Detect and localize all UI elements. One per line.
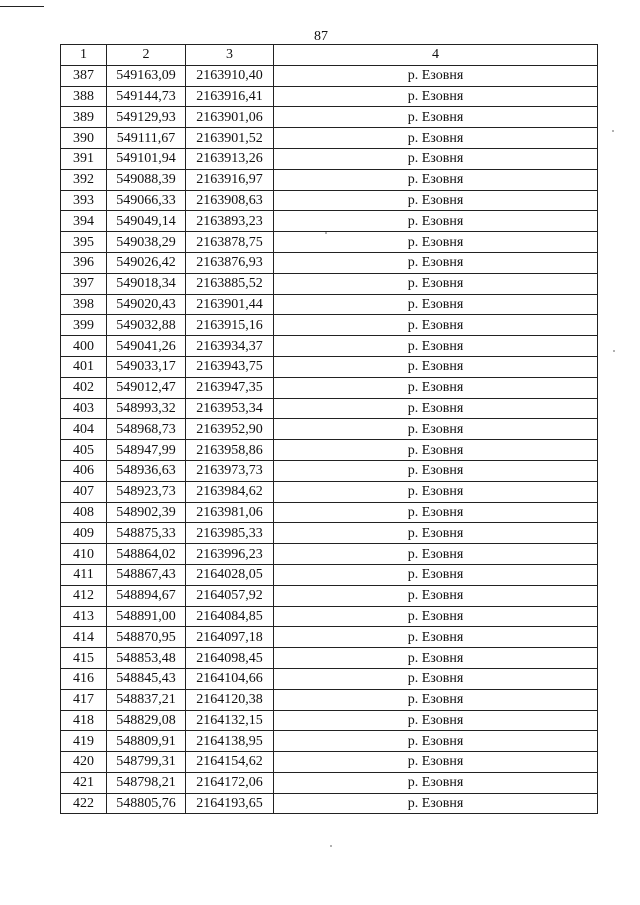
table-row xyxy=(61,148,598,169)
row-number: 396 xyxy=(61,252,107,273)
x-coordinate: 549020,43 xyxy=(107,294,186,315)
table-row xyxy=(61,627,598,648)
x-coordinate: 549111,67 xyxy=(107,128,186,149)
row-number: 392 xyxy=(61,169,107,190)
row-number: 422 xyxy=(61,793,107,814)
table-body xyxy=(61,65,598,814)
table-row xyxy=(61,731,598,752)
table-row xyxy=(61,440,598,461)
x-coordinate: 549038,29 xyxy=(107,232,186,253)
row-number: 414 xyxy=(61,627,107,648)
scan-speck xyxy=(612,130,614,132)
x-coordinate: 549088,39 xyxy=(107,169,186,190)
x-coordinate: 548829,08 xyxy=(107,710,186,731)
object-name: р. Езовня xyxy=(274,460,598,481)
table-row xyxy=(61,190,598,211)
y-coordinate: 2163916,41 xyxy=(186,86,274,107)
x-coordinate: 549041,26 xyxy=(107,336,186,357)
row-number: 420 xyxy=(61,752,107,773)
object-name: р. Езовня xyxy=(274,689,598,710)
table-row xyxy=(61,336,598,357)
table-row xyxy=(61,460,598,481)
y-coordinate: 2163901,06 xyxy=(186,107,274,128)
table-row xyxy=(61,169,598,190)
row-number: 387 xyxy=(61,65,107,86)
table-row xyxy=(61,648,598,669)
table-row xyxy=(61,232,598,253)
x-coordinate: 549144,73 xyxy=(107,86,186,107)
object-name: р. Езовня xyxy=(274,731,598,752)
x-coordinate: 549012,47 xyxy=(107,377,186,398)
object-name: р. Езовня xyxy=(274,648,598,669)
object-name: р. Езовня xyxy=(274,793,598,814)
row-number: 403 xyxy=(61,398,107,419)
y-coordinate: 2163908,63 xyxy=(186,190,274,211)
row-number: 395 xyxy=(61,232,107,253)
y-coordinate: 2163901,44 xyxy=(186,294,274,315)
table-row xyxy=(61,544,598,565)
scan-speck xyxy=(325,232,327,234)
y-coordinate: 2164132,15 xyxy=(186,710,274,731)
object-name: р. Езовня xyxy=(274,169,598,190)
row-number: 418 xyxy=(61,710,107,731)
y-coordinate: 2163985,33 xyxy=(186,523,274,544)
y-coordinate: 2163915,16 xyxy=(186,315,274,336)
object-name: р. Езовня xyxy=(274,377,598,398)
y-coordinate: 2163916,97 xyxy=(186,169,274,190)
y-coordinate: 2163981,06 xyxy=(186,502,274,523)
x-coordinate: 549026,42 xyxy=(107,252,186,273)
coordinates-table xyxy=(60,44,598,814)
table-row xyxy=(61,606,598,627)
table-row xyxy=(61,211,598,232)
row-number: 397 xyxy=(61,273,107,294)
row-number: 388 xyxy=(61,86,107,107)
x-coordinate: 549129,93 xyxy=(107,107,186,128)
row-number: 411 xyxy=(61,564,107,585)
object-name: р. Езовня xyxy=(274,86,598,107)
table-row xyxy=(61,419,598,440)
row-number: 416 xyxy=(61,668,107,689)
object-name: р. Езовня xyxy=(274,211,598,232)
row-number: 407 xyxy=(61,481,107,502)
x-coordinate: 548809,91 xyxy=(107,731,186,752)
x-coordinate: 548968,73 xyxy=(107,419,186,440)
y-coordinate: 2163901,52 xyxy=(186,128,274,149)
object-name: р. Езовня xyxy=(274,65,598,86)
row-number: 412 xyxy=(61,585,107,606)
x-coordinate: 549066,33 xyxy=(107,190,186,211)
object-name: р. Езовня xyxy=(274,252,598,273)
y-coordinate: 2164193,65 xyxy=(186,793,274,814)
x-coordinate: 548923,73 xyxy=(107,481,186,502)
y-coordinate: 2164057,92 xyxy=(186,585,274,606)
y-coordinate: 2164084,85 xyxy=(186,606,274,627)
y-coordinate: 2163996,23 xyxy=(186,544,274,565)
table-row xyxy=(61,86,598,107)
object-name: р. Езовня xyxy=(274,419,598,440)
y-coordinate: 2163878,75 xyxy=(186,232,274,253)
object-name: р. Езовня xyxy=(274,232,598,253)
object-name: р. Езовня xyxy=(274,772,598,793)
scan-speck xyxy=(330,845,332,847)
object-name: р. Езовня xyxy=(274,627,598,648)
row-number: 394 xyxy=(61,211,107,232)
x-coordinate: 548798,21 xyxy=(107,772,186,793)
row-number: 417 xyxy=(61,689,107,710)
table-row xyxy=(61,315,598,336)
scan-edge-line xyxy=(0,6,44,7)
x-coordinate: 549163,09 xyxy=(107,65,186,86)
table-row xyxy=(61,356,598,377)
object-name: р. Езовня xyxy=(274,398,598,419)
object-name: р. Езовня xyxy=(274,523,598,544)
row-number: 406 xyxy=(61,460,107,481)
x-coordinate: 548894,67 xyxy=(107,585,186,606)
y-coordinate: 2164154,62 xyxy=(186,752,274,773)
y-coordinate: 2163943,75 xyxy=(186,356,274,377)
object-name: р. Езовня xyxy=(274,502,598,523)
y-coordinate: 2163947,35 xyxy=(186,377,274,398)
column-header-3: 3 xyxy=(186,45,274,66)
table-row xyxy=(61,252,598,273)
object-name: р. Езовня xyxy=(274,356,598,377)
x-coordinate: 548902,39 xyxy=(107,502,186,523)
table-row xyxy=(61,793,598,814)
y-coordinate: 2163876,93 xyxy=(186,252,274,273)
object-name: р. Езовня xyxy=(274,336,598,357)
y-coordinate: 2163913,26 xyxy=(186,148,274,169)
table-row xyxy=(61,294,598,315)
row-number: 421 xyxy=(61,772,107,793)
table-row xyxy=(61,689,598,710)
table-row xyxy=(61,107,598,128)
y-coordinate: 2163885,52 xyxy=(186,273,274,294)
x-coordinate: 549101,94 xyxy=(107,148,186,169)
row-number: 393 xyxy=(61,190,107,211)
object-name: р. Езовня xyxy=(274,440,598,461)
table-row xyxy=(61,398,598,419)
table-row xyxy=(61,377,598,398)
column-header-4: 4 xyxy=(274,45,598,66)
table-row xyxy=(61,273,598,294)
object-name: р. Езовня xyxy=(274,668,598,689)
x-coordinate: 549032,88 xyxy=(107,315,186,336)
object-name: р. Езовня xyxy=(274,128,598,149)
x-coordinate: 548867,43 xyxy=(107,564,186,585)
table-row xyxy=(61,585,598,606)
column-header-2: 2 xyxy=(107,45,186,66)
y-coordinate: 2164120,38 xyxy=(186,689,274,710)
object-name: р. Езовня xyxy=(274,606,598,627)
x-coordinate: 548799,31 xyxy=(107,752,186,773)
x-coordinate: 549049,14 xyxy=(107,211,186,232)
table-row xyxy=(61,564,598,585)
row-number: 410 xyxy=(61,544,107,565)
y-coordinate: 2164097,18 xyxy=(186,627,274,648)
row-number: 389 xyxy=(61,107,107,128)
object-name: р. Езовня xyxy=(274,148,598,169)
row-number: 419 xyxy=(61,731,107,752)
object-name: р. Езовня xyxy=(274,315,598,336)
table-row xyxy=(61,710,598,731)
table-row xyxy=(61,668,598,689)
x-coordinate: 549033,17 xyxy=(107,356,186,377)
y-coordinate: 2164104,66 xyxy=(186,668,274,689)
table-row xyxy=(61,523,598,544)
page-number: 87 xyxy=(314,29,328,44)
row-number: 391 xyxy=(61,148,107,169)
y-coordinate: 2164028,05 xyxy=(186,564,274,585)
scan-speck xyxy=(613,350,615,352)
x-coordinate: 548853,48 xyxy=(107,648,186,669)
row-number: 405 xyxy=(61,440,107,461)
x-coordinate: 548845,43 xyxy=(107,668,186,689)
y-coordinate: 2163893,23 xyxy=(186,211,274,232)
object-name: р. Езовня xyxy=(274,752,598,773)
table-row xyxy=(61,128,598,149)
y-coordinate: 2163984,62 xyxy=(186,481,274,502)
y-coordinate: 2163958,86 xyxy=(186,440,274,461)
object-name: р. Езовня xyxy=(274,107,598,128)
column-header-1: 1 xyxy=(61,45,107,66)
x-coordinate: 548936,63 xyxy=(107,460,186,481)
table-row xyxy=(61,65,598,86)
row-number: 408 xyxy=(61,502,107,523)
row-number: 413 xyxy=(61,606,107,627)
row-number: 390 xyxy=(61,128,107,149)
object-name: р. Езовня xyxy=(274,273,598,294)
y-coordinate: 2163953,34 xyxy=(186,398,274,419)
object-name: р. Езовня xyxy=(274,710,598,731)
row-number: 401 xyxy=(61,356,107,377)
y-coordinate: 2163910,40 xyxy=(186,65,274,86)
y-coordinate: 2163952,90 xyxy=(186,419,274,440)
object-name: р. Езовня xyxy=(274,294,598,315)
y-coordinate: 2163934,37 xyxy=(186,336,274,357)
table-row xyxy=(61,752,598,773)
object-name: р. Езовня xyxy=(274,585,598,606)
object-name: р. Езовня xyxy=(274,544,598,565)
object-name: р. Езовня xyxy=(274,481,598,502)
x-coordinate: 548947,99 xyxy=(107,440,186,461)
y-coordinate: 2164098,45 xyxy=(186,648,274,669)
x-coordinate: 548805,76 xyxy=(107,793,186,814)
row-number: 399 xyxy=(61,315,107,336)
table-header-row xyxy=(61,45,598,66)
table-row xyxy=(61,772,598,793)
row-number: 409 xyxy=(61,523,107,544)
row-number: 402 xyxy=(61,377,107,398)
row-number: 415 xyxy=(61,648,107,669)
y-coordinate: 2164138,95 xyxy=(186,731,274,752)
table-row xyxy=(61,502,598,523)
y-coordinate: 2164172,06 xyxy=(186,772,274,793)
x-coordinate: 548875,33 xyxy=(107,523,186,544)
x-coordinate: 548870,95 xyxy=(107,627,186,648)
x-coordinate: 548837,21 xyxy=(107,689,186,710)
object-name: р. Езовня xyxy=(274,564,598,585)
y-coordinate: 2163973,73 xyxy=(186,460,274,481)
table-row xyxy=(61,481,598,502)
x-coordinate: 549018,34 xyxy=(107,273,186,294)
x-coordinate: 548864,02 xyxy=(107,544,186,565)
x-coordinate: 548993,32 xyxy=(107,398,186,419)
row-number: 404 xyxy=(61,419,107,440)
row-number: 400 xyxy=(61,336,107,357)
x-coordinate: 548891,00 xyxy=(107,606,186,627)
object-name: р. Езовня xyxy=(274,190,598,211)
row-number: 398 xyxy=(61,294,107,315)
